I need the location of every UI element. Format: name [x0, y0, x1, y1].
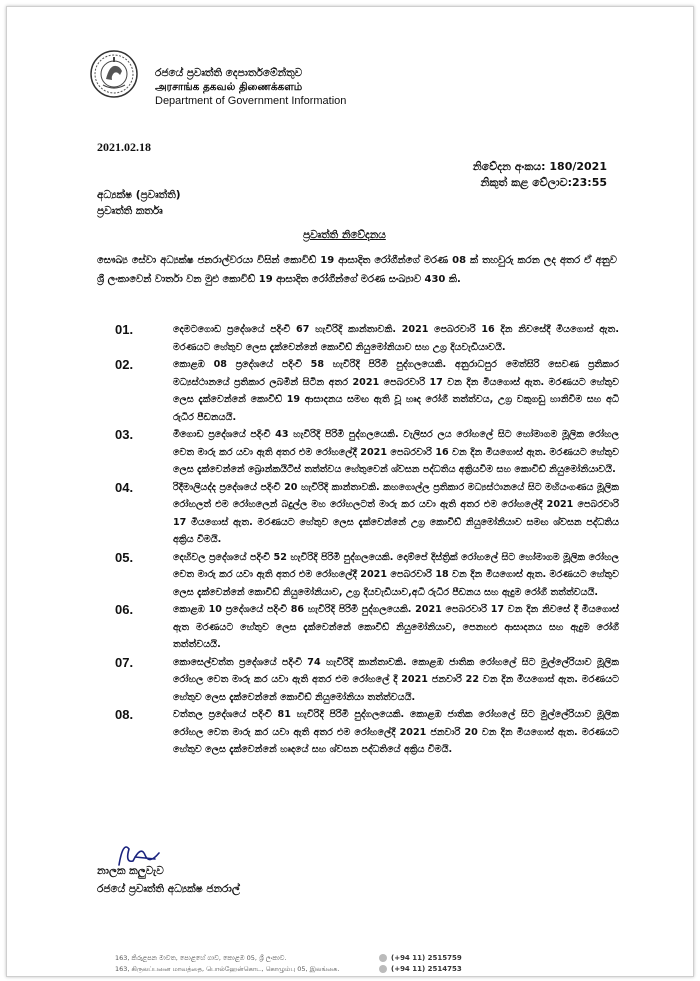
list-item [115, 706, 619, 759]
item-number: 08. [115, 707, 134, 722]
item-number: 06. [115, 602, 134, 617]
death-list [115, 321, 619, 759]
header-org-tamil: அரசாங்க தகவல் திணைக்களம் [155, 81, 303, 93]
item-number: 01. [115, 322, 134, 337]
footer-phone-2: (+94 11) 2514753 [379, 964, 462, 975]
footer-address [115, 953, 339, 975]
list-item [115, 356, 619, 426]
list-item [115, 601, 619, 654]
item-number: 05. [115, 549, 134, 565]
item-number: 03. [115, 427, 134, 442]
item-text: රිදීමාලියද්ද ප්‍රදේශයේ පදිංචි 20 හැවිරිදි කාන්තාවකි. කහගොල්ල ප්‍රතිකාර මධ්‍යස්ථානයේ සිට මහියංගණය මූලික රෝහලත් එම රෝහලෙන් බදුල්ල මහ රෝහලටත් මාරු කර යවා ඇති අතර එම රෝහලේදී 2021 පෙබරවාරි 17 මියගොස් ඇත. මරණයට හේතුව ලෙස දැක්වෙන්නේ උග්‍ර කොවිඩ් නියුමෝනියාව සමඟ ශ්වසන පද්ධතිය අක්‍රිය වීමයි. [173, 481, 619, 545]
fax-icon [379, 965, 387, 973]
phone-icon [379, 954, 387, 962]
document-date: 2021.02.18 [97, 140, 151, 154]
item-text: කොළඹ 10 ප්‍රදේශයේ පදිංචි 86 හැවිරිදි පිරිමි පුද්ගලයෙකි. 2021 පෙබරවාරි 17 වන දින නිවසේ දී මියගොස් ඇත මරණයට හේතුව ලෙස දැක්වෙන්නේ කොවිඩ් නියුමෝනියාව, පෙනහළු ආසාදනය සහ ඇදුම රෝගී තත්ත්වයයි. [173, 604, 619, 650]
item-text: වත්තල ප්‍රදේශයේ පදිංචි 81 හැවිරිදි පිරිමි පුද්ගලයෙකි. කොළඹ ජාතික රෝහලේ සිට මුල්ලේරියාව මූලික රෝහල වෙත මාරු කර යවා ඇති අතර එම රෝහලේදී 2021 ජනවාරි 20 වන දින මියගොස් ඇත. මරණයට හේතුව ලෙස දැක්වෙන්නේ හෘදයේ සහ ශ්වසන පද්ධතියේ අක්‍රිය වීමයි. [173, 709, 619, 755]
footer-address-sinhala: 163, කිරුළපන මාවත, පොළහේ ගාව, කොළඹ 05, ශ්‍රී ලංකාව. [115, 954, 287, 962]
release-time: නිකුත් කළ වේලාව:23:55 [480, 176, 607, 189]
list-item [115, 426, 619, 479]
item-text: මීගොඩ ප්‍රදේශයේ පදිංචි 43 හැවිරිදි පිරිමි පුද්ගලයෙකි. වැලිසර ලය රෝහලේ සිට හෝමාගම මූලික රෝහල වෙත මාරු කර යවා ඇති අතර එම රෝහලේදී 2021 පෙබරවාරි 16 වන දින මියගොස් ඇත. මරණයට හේතුව ලෙස දැක්වෙන්නේ බ්‍රොන්කයිටිස් තත්ත්වය හේතුවෙන් ශ්වසන පද්ධතිය අක්‍රියවීම සහ කොවිඩ් නියුමෝනියාවයි. [173, 429, 619, 475]
release-number: නිවේදන අංකය: 180/2021 [472, 160, 607, 173]
item-number: 02. [115, 357, 134, 372]
item-text: දෙමටගොඩ ප්‍රදේශයේ පදිංචි 67 හැවිරිදි කාන්තාවකි. 2021 පෙබරවාරි 16 දින නිවසේදී මියගොස් ඇත. මරණයට හේතුව ලෙස දැක්වෙන්නේ කොවිඩ් නියුමෝනියාව සහ උග්‍ර දියවැඩියාවයි. [173, 324, 619, 353]
addressee-line-1: අධ්‍යක්ෂ (ප්‍රවෘත්ති) [97, 189, 181, 201]
footer-contacts [379, 953, 462, 975]
footer-address-tamil: 163, கிருலப்பனை மாவத்தை, பொல்ஹேன்கொட, கொழும்பு 05, இலங்கை. [115, 965, 340, 973]
document-page [6, 6, 694, 977]
item-text: දෙහිවල ප්‍රදේශයේ පදිංචි 52 හැවිරිදි පිරිමි පුද්ගලයෙකි. දොම්පේ දිස්ත්‍රික් රෝහලේ සිට හෝමාගම මූලික රෝහල වෙත මාරු කර යවා ඇති අතර එම රෝහලේදී 2021 පෙබරවාරි 18 වන දින මියගොස් ඇත. මරණයට හේතුව ලෙස දැක්වෙන්නේ කොවිඩ් නියුමෝනියාව, උග්‍ර දියවැඩියාව,අධි රුධිර පීඩනය සහ ඇදුම රෝගී තත්ත්වයයි. [173, 551, 619, 598]
item-text: කොළඹ 08 ප්‍රදේශයේ පදිංචි 58 හැවිරිදි පිරිමි පුද්ගලයෙකි. අනුරාධපුර මෙත්සිරි සෙවණ ප්‍රතිකාර මධ්‍යස්ථානයේ ප්‍රතිකාර ලබමින් සිටින අතර 2021 පෙබරවාරි 17 වන දින මියගොස් ඇත. මරණයට හේතුව ලෙස දැක්වෙන්නේ කොවිඩ් 19 ආසාදනය සමඟ ඇති වූ හෘද රෝගී තත්ත්වය, උග්‍ර වකුගඩු හානිවීම සහ අධි රුධිර පීඩනයයි. [173, 359, 619, 423]
signatory-title: රජයේ ප්‍රවෘත්ති අධ්‍යක්ෂ ජනරාල් [97, 883, 240, 895]
list-item [115, 549, 619, 602]
document-subject: ප්‍රවෘත්ති නිවේදනය [303, 229, 386, 241]
item-number: 04. [115, 479, 134, 495]
item-number: 07. [115, 654, 134, 670]
footer-phone-1: (+94 11) 2515759 [379, 953, 462, 964]
list-item [115, 321, 619, 356]
signatory-name: නාලක කලුවැව [97, 865, 164, 877]
addressee-line-2: ප්‍රවෘත්ති කර්තෘ [97, 205, 163, 217]
sri-lanka-emblem [89, 49, 139, 99]
header-org-english: Department of Government Information [155, 95, 347, 107]
item-text: කොසෙල්වත්ත ප්‍රදේශයේ පදිංචි 74 හැවිරිදි කාන්තාවකි. කොළඹ ජාතික රෝහලේ සිට මුල්ලේරියාව මූලික රෝහල වෙත මාරු කර යවා ඇති අතර එම රෝහලේ දී 2021 ජනවාරි 22 වන දින මියගොස් ඇත. මරණයට හේතුව ලෙස දැක්වෙන්නේ කොවිඩ් නියුමෝනියා තත්ත්වයයි. [173, 656, 619, 703]
header-org-sinhala: රජයේ ප්‍රවෘත්ති දෙපාර්තමේන්තුව [155, 67, 303, 79]
list-item [115, 479, 619, 549]
list-item [115, 654, 619, 707]
intro-paragraph: සෞඛ්‍ය සේවා අධ්‍යක්ෂ ජනරාල්වරයා විසින් කොවිඩ් 19 ආසාදිත රෝගීන්ගේ මරණ 08 ක් තහවුරු කරන ලද අතර ඒ අනුව ශ්‍රී ලංකාවෙන් වාර්තා වන මුළු කොවිඩ් 19 ආසාදිත රෝගීන්ගේ මරණ සංඛ්‍යාව 430 කි. [97, 255, 617, 285]
